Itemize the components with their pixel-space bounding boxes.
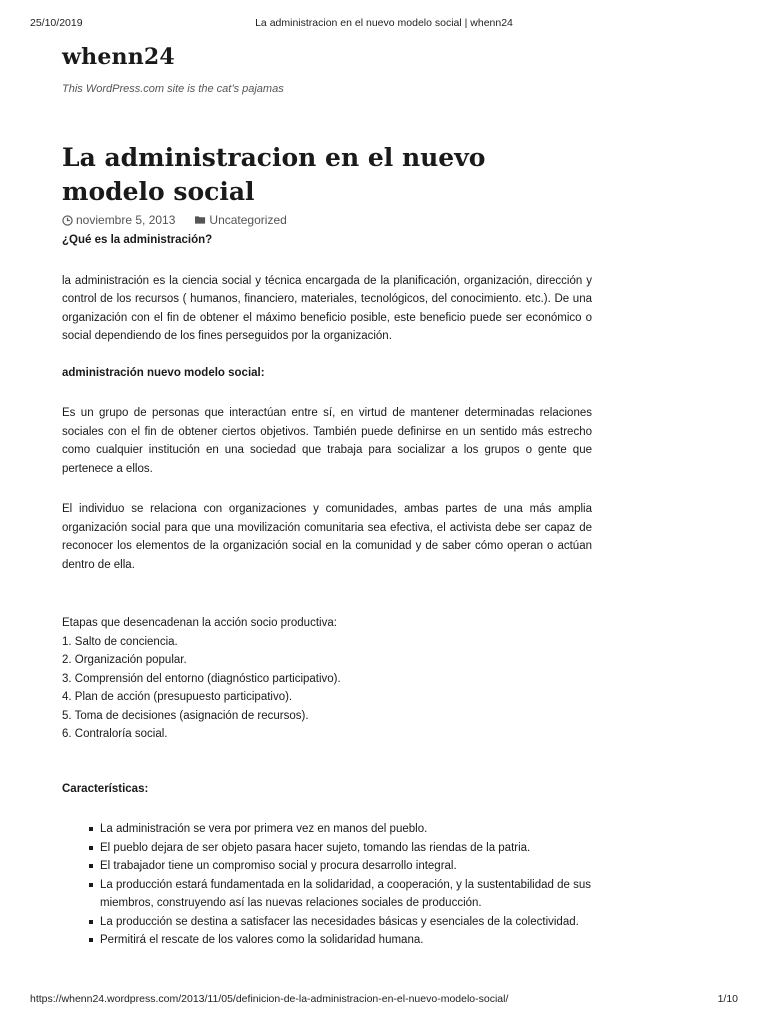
list-item: Permitirá el rescate de los valores como la solidaridad humana. [100,931,592,950]
print-header [30,17,738,31]
list-item: El pueblo dejara de ser objeto pasara hacer sujeto, tomando las riendas de la patria. [100,839,592,858]
post-category: Uncategorized [209,213,287,227]
page-number: 1/10 [717,993,738,1005]
list-item: 1. Salto de conciencia. [62,635,178,648]
list-item: 5. Toma de decisiones (asignación de recursos). [62,709,309,722]
list-item: 4. Plan de acción (presupuesto participativo). [62,691,293,703]
site-title[interactable]: whenn24 [62,44,175,70]
list-item: La administración se vera por primera vez en manos del pueblo. [100,820,592,839]
print-page-title: La administracion en el nuevo modelo social | whenn24 [255,17,513,29]
post-date: noviembre 5, 2013 [76,213,176,227]
list-item: 6. Contraloría social. [62,728,168,740]
paragraph-2: Es un grupo de personas que interactúan entre sí, en virtud de mantener determinadas relaciones sociales con el fin de obtener ciertos objetivos. También puede definirse en un sentido más estrecho como cualquier institución en una sociedad que trabaja para socializar a los grupos o gente que pertenece a ellos. [62,407,592,475]
question-heading: ¿Qué es la administración? [62,234,213,246]
paragraph-3: El individuo se relaciona con organizaciones y comunidades, ambas partes de una más amplia organización social para que una movilización comunitaria sea efectiva, el activista debe ser capaz de reconocer los elementos de la organización social en la comunidad y de saber cómo operan o actúan dentro de ella. [62,503,592,571]
subheading: administración nuevo modelo social: [62,366,265,379]
list-item: La producción se destina a satisfacer las necesidades básicas y esenciales de la colectividad. [100,913,592,932]
list-item: La producción estará fundamentada en la solidaridad, a cooperación, y la sustentabilidad de sus miembros, construyendo así las nuevas relaciones sociales de producción. [100,876,592,913]
steps-list [62,633,592,744]
list-item: El trabajador tiene un compromiso social y procura desarrollo integral. [100,857,592,876]
print-footer [30,993,738,1007]
post-title: La administracion en el nuevo modelo social [62,143,486,206]
intro-paragraph: la administración es la ciencia social y técnica encargada de la planificación, organización, dirección y control de los recursos ( humanos, financiero, materiales, tecnológicos, del conocimiento. etc.). De una organización con el fin de obtener el máximo beneficio posible, este beneficio puede ser económico o social dependiendo de los fines perseguidos por la organización. [62,274,592,342]
list-item: 3. Comprensión del entorno (diagnóstico participativo). [62,672,341,685]
print-date: 25/10/2019 [30,17,83,29]
features-list [62,820,592,950]
post-content [62,231,592,950]
post-meta [62,213,307,227]
site-description: This WordPress.com site is the cat’s pajamas [62,83,284,95]
features-heading: Características: [62,782,149,795]
post-category-link[interactable] [195,213,286,227]
print-url: https://whenn24.wordpress.com/2013/11/05/definicion-de-la-administracion-en-el-nuevo-modelo-social/ [30,993,509,1005]
folder-icon [195,215,206,225]
list-item: 2. Organización popular. [62,654,187,666]
steps-intro: Etapas que desencadenan la acción socio productiva: [62,617,337,629]
clock-icon [62,215,73,226]
post-date-link[interactable] [62,213,175,227]
